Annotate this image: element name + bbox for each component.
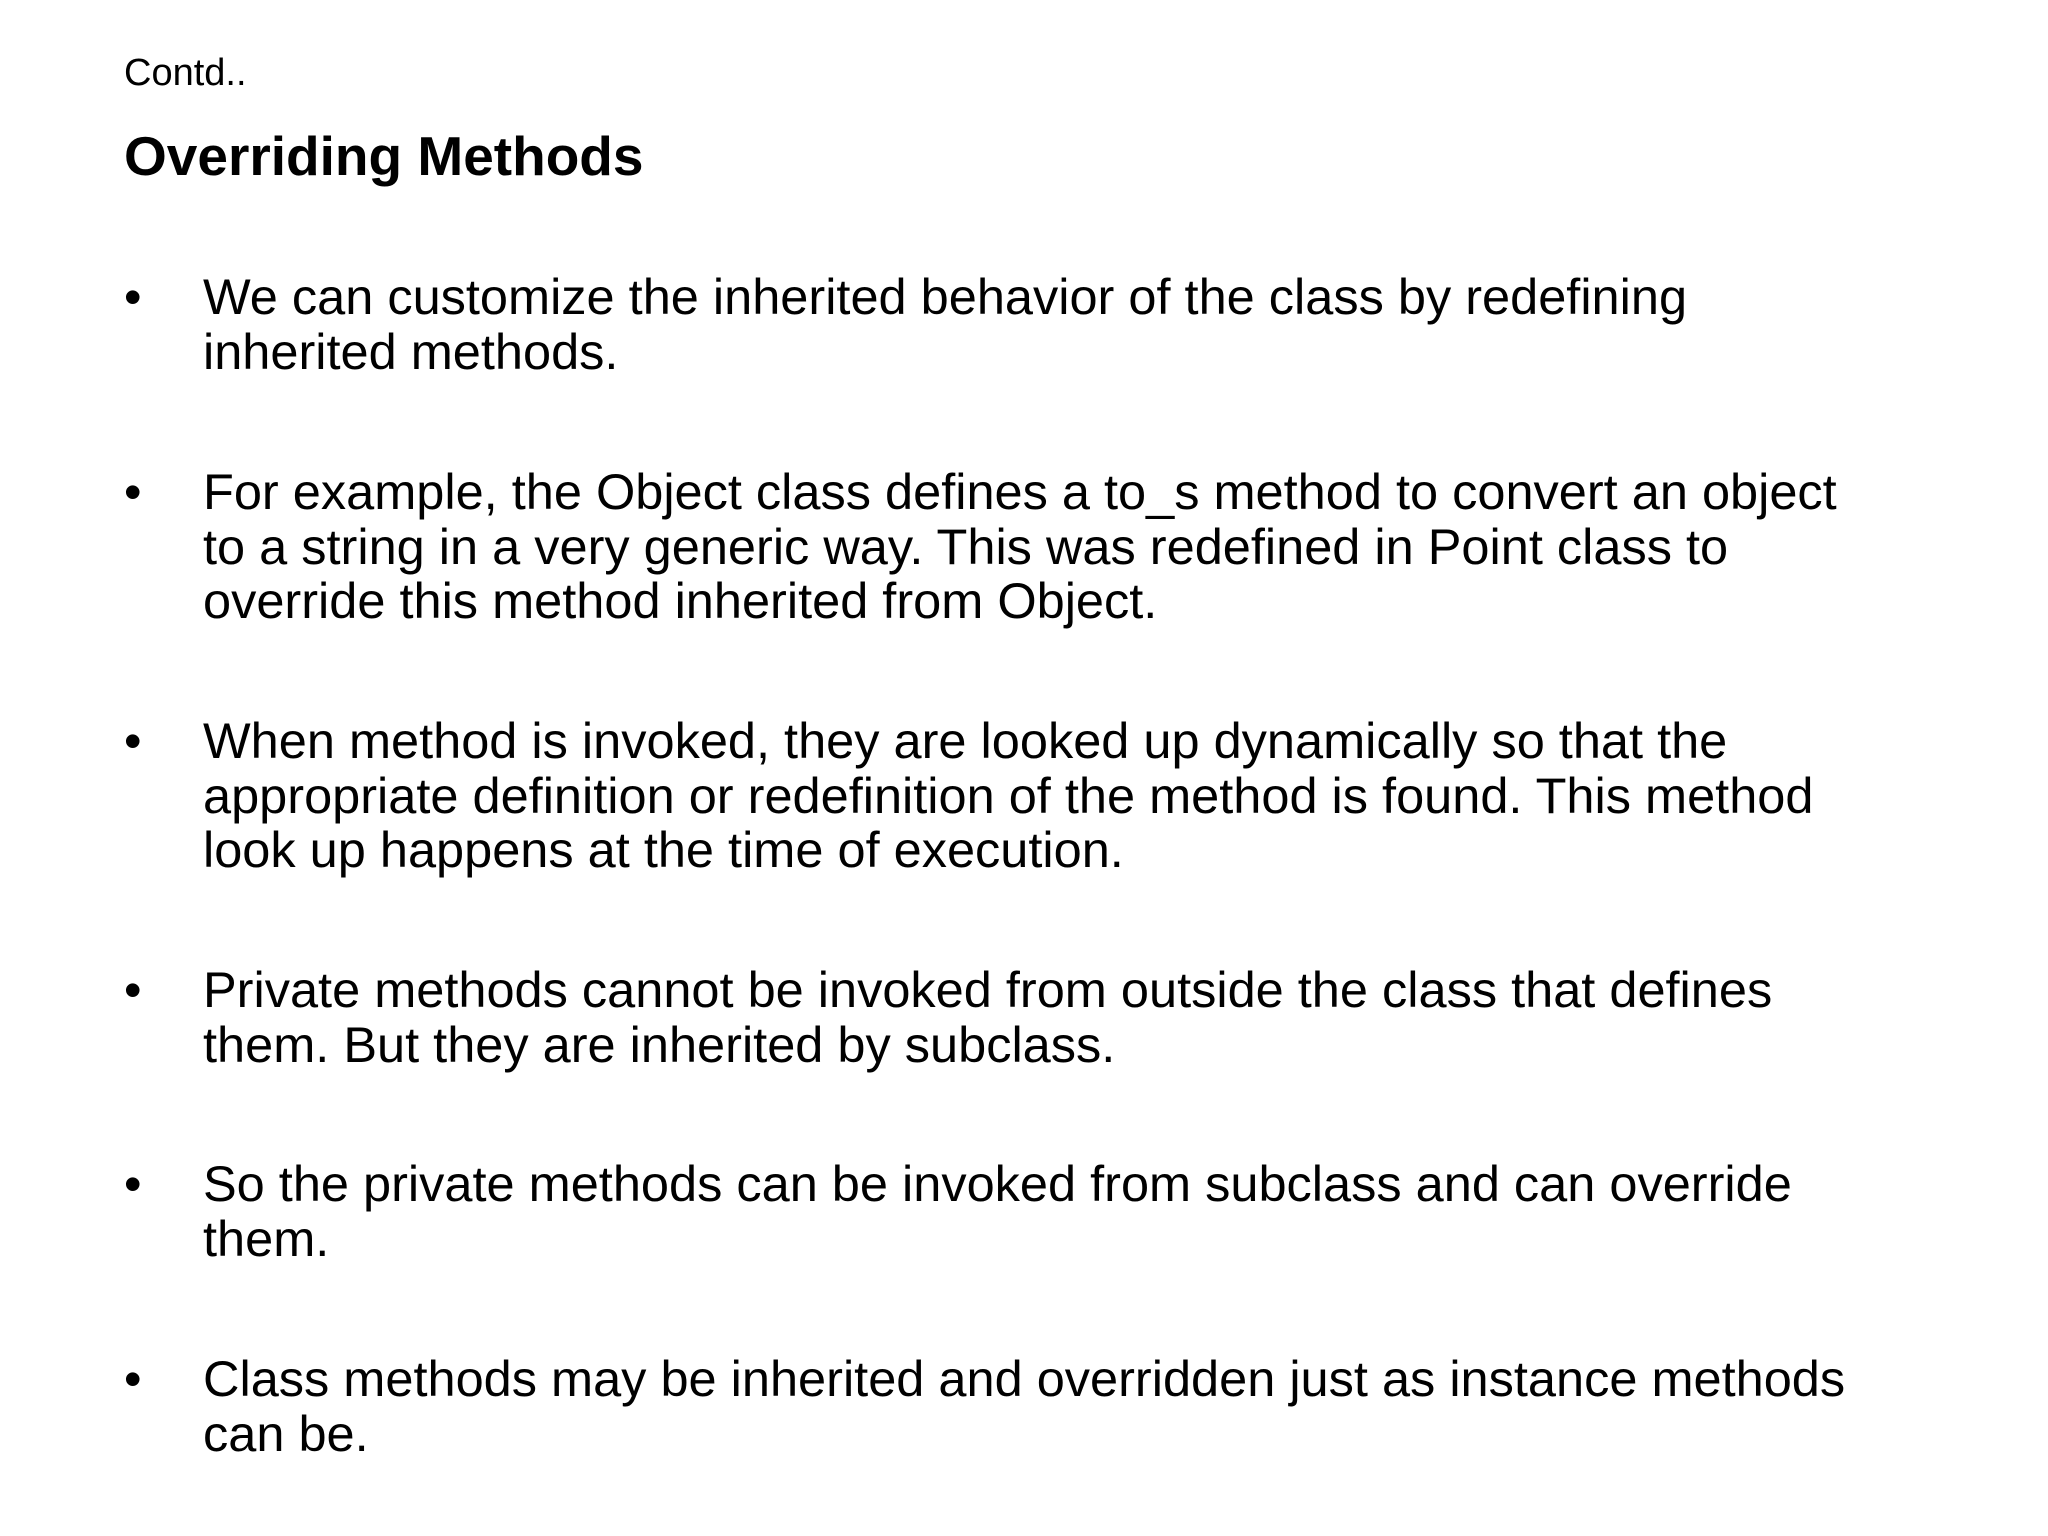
bullet-icon: • [124,713,142,769]
continuation-label: Contd.. [124,52,247,94]
bullet-text: Class methods may be inherited and overridden just as instance methods can be. [203,1350,1846,1462]
bullet-icon: • [124,1156,142,1212]
bullet-text: For example, the Object class defines a to_s method to convert an object to a string in a very generic way. This was redefined in Point class to override this method inherited from Object. [203,463,1837,629]
bullet-icon: • [124,464,142,520]
bullet-text: When method is invoked, they are looked up dynamically so that the appropriate definition or redefinition of the method is found. This method look up happens at the time of execution. [203,712,1814,878]
bullet-text: So the private methods can be invoked from subclass and can override them. [203,1155,1792,1267]
slide-title: Overriding Methods [124,125,644,187]
bullet-text: Private methods cannot be invoked from outside the class that defines them. But they are inherited by subclass. [203,961,1773,1073]
bullet-icon: • [124,1351,142,1407]
bullet-icon: • [124,269,142,325]
bullet-icon: • [124,962,142,1018]
bullet-text: We can customize the inherited behavior of the class by redefining inherited methods. [203,268,1688,380]
